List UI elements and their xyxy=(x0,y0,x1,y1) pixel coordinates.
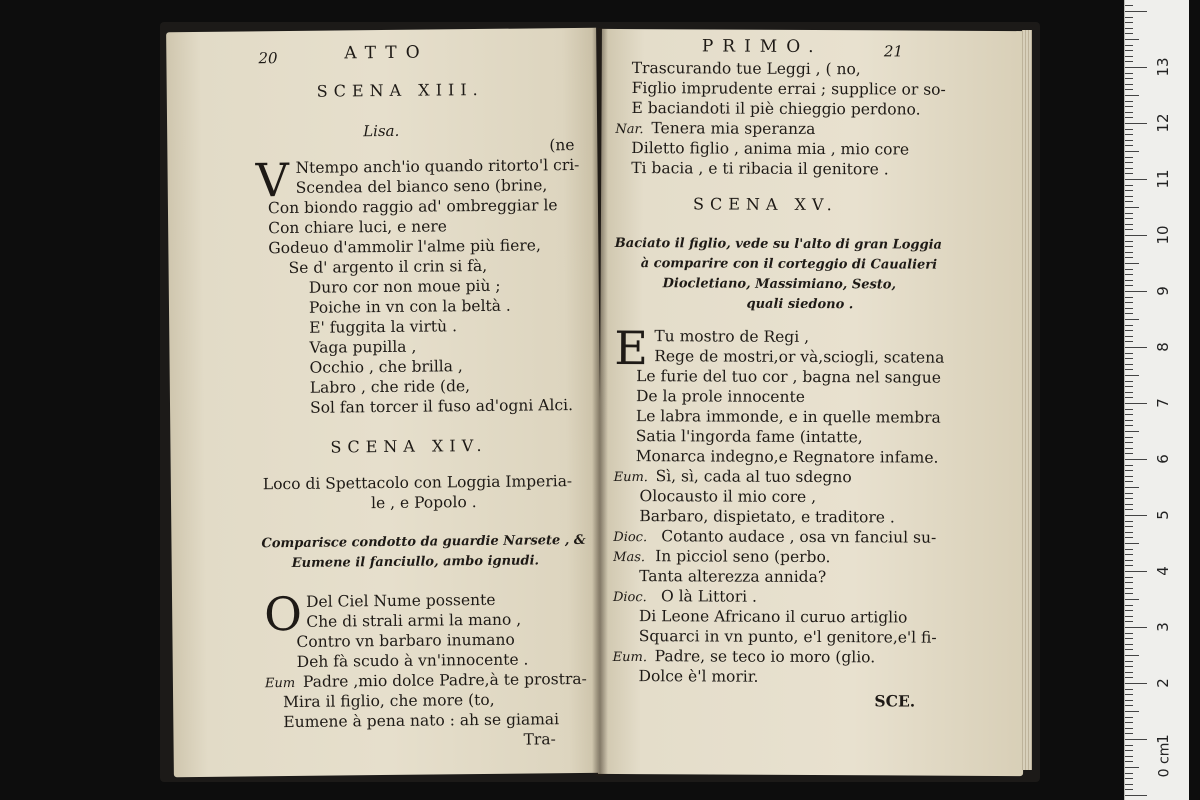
ruler-tick xyxy=(1125,537,1133,538)
text-line: Padre ,mio dolce Padre,à te prostra- xyxy=(302,669,587,691)
ruler-tick xyxy=(1125,459,1147,460)
dialogue-line: Sì, sì, cada al tuo sdegno xyxy=(655,467,852,487)
ruler-tick xyxy=(1125,397,1133,398)
ruler-tick xyxy=(1125,347,1147,348)
ruler-tick xyxy=(1125,588,1133,589)
ruler-tick xyxy=(1125,207,1139,208)
ruler-number: 6 xyxy=(1154,454,1172,464)
text-line: Vaga pupilla , xyxy=(309,337,417,357)
speaker-label: Dioc. xyxy=(613,529,648,546)
ruler-tick xyxy=(1125,442,1133,443)
ruler-tick xyxy=(1125,341,1133,342)
ruler-tick xyxy=(1125,157,1133,158)
ruler-tick xyxy=(1125,280,1133,281)
ruler-number: 1 xyxy=(1154,734,1172,744)
text-line: Sol fan torcer il fuso ad'ogni Alci. xyxy=(309,396,574,417)
ruler-tick xyxy=(1125,722,1133,723)
ruler-tick xyxy=(1125,773,1133,774)
ruler-tick xyxy=(1125,728,1133,729)
ruler-tick xyxy=(1125,470,1133,471)
text-line: Satia l'ingorda fame (intatte, xyxy=(635,427,863,447)
text-line: (ne xyxy=(549,136,575,155)
catchword-left: Tra- xyxy=(523,730,556,749)
ruler-tick xyxy=(1125,246,1133,247)
ruler-tick xyxy=(1125,173,1133,174)
text-line: Labro , che ride (de, xyxy=(309,377,471,397)
text-line: Tenera mia speranza xyxy=(651,119,816,139)
ruler-tick xyxy=(1125,285,1133,286)
ruler-tick xyxy=(1125,509,1133,510)
ruler-tick xyxy=(1125,11,1147,12)
ruler-tick xyxy=(1125,117,1133,118)
text-line: Le furie del tuo cor , bagna nel sangue xyxy=(636,367,941,387)
book-gutter xyxy=(592,28,608,776)
ruler-tick xyxy=(1125,386,1133,387)
ruler-tick xyxy=(1125,28,1133,29)
ruler-tick xyxy=(1125,78,1133,79)
ruler-tick xyxy=(1125,252,1133,253)
ruler-tick xyxy=(1125,666,1133,667)
ruler-tick xyxy=(1125,784,1133,785)
ruler-tick xyxy=(1125,700,1133,701)
ruler-tick xyxy=(1125,560,1133,561)
ruler-tick xyxy=(1125,453,1133,454)
text-line: Eumene à pena nato : ah se giamai xyxy=(283,710,560,732)
text-line: Monarca indegno,e Regnatore infame. xyxy=(635,447,939,467)
ruler-tick xyxy=(1125,655,1139,656)
ruler-tick xyxy=(1125,493,1133,494)
ruler-tick xyxy=(1125,409,1133,410)
ruler-tick xyxy=(1125,213,1133,214)
ruler-tick xyxy=(1125,392,1133,393)
ruler-tick xyxy=(1125,84,1133,85)
ruler-tick xyxy=(1125,17,1133,18)
stage-direction-italic: Comparisce condotto da guardie Narsete , & xyxy=(261,532,586,552)
scene-13-title: SCENA XIII. xyxy=(316,79,484,101)
ruler-tick xyxy=(1125,610,1133,611)
ruler-tick xyxy=(1125,661,1133,662)
text-line: Se d' argento il crin si fà, xyxy=(288,256,488,278)
ruler-tick xyxy=(1125,263,1139,264)
ruler-tick xyxy=(1125,515,1147,516)
ruler-tick xyxy=(1125,336,1133,337)
stage-direction-italic: Eumene il fanciullo, ambo ignudi. xyxy=(291,553,540,571)
ruler-tick xyxy=(1125,297,1133,298)
text-line: Figlio imprudente errai ; supplice or so- xyxy=(631,79,946,99)
stage-direction-italic: Baciato il figlio, vede su l'alto di gran Loggia xyxy=(614,235,943,253)
ruler-tick xyxy=(1125,168,1133,169)
ruler-tick xyxy=(1125,112,1133,113)
speaker-label: Eum. xyxy=(613,469,648,486)
text-line: Poiche in vn con la beltà . xyxy=(308,296,511,317)
ruler-tick xyxy=(1125,689,1133,690)
ruler-tick xyxy=(1125,437,1133,438)
speaker-nar: Nar. xyxy=(615,121,644,138)
ruler-tick xyxy=(1125,633,1133,634)
text-line: Mira il figlio, che more (to, xyxy=(283,690,495,712)
ruler-tick xyxy=(1125,717,1133,718)
ruler-tick xyxy=(1125,414,1133,415)
text-line: Ntempo anch'io quando ritorto'l cri- xyxy=(295,155,580,177)
text-line: Del Ciel Nume possente xyxy=(305,590,496,611)
ruler-tick xyxy=(1125,45,1133,46)
text-line: Duro cor non moue più ; xyxy=(308,276,501,297)
ruler-tick xyxy=(1125,308,1133,309)
ruler-tick xyxy=(1125,745,1133,746)
ruler-tick xyxy=(1125,5,1133,6)
ruler-tick xyxy=(1125,705,1133,706)
ruler-tick xyxy=(1125,571,1147,572)
ruler-tick xyxy=(1125,694,1133,695)
text-line: De la prole innocente xyxy=(635,387,805,406)
ruler-tick xyxy=(1125,778,1133,779)
ruler-tick xyxy=(1125,683,1147,684)
ruler-tick xyxy=(1125,325,1133,326)
ruler-tick xyxy=(1125,425,1133,426)
ruler-tick xyxy=(1125,67,1147,68)
ruler-tick xyxy=(1125,185,1133,186)
stage-direction: le , e Popolo . xyxy=(370,493,477,513)
ruler-tick xyxy=(1125,33,1133,34)
dialogue-line: Cotanto audace , osa vn fanciul su- xyxy=(661,527,937,547)
ruler-tick xyxy=(1125,61,1133,62)
dialogue-line: Di Leone Africano il curuo artiglio xyxy=(638,607,908,627)
ruler-tick xyxy=(1125,375,1139,376)
ruler-number: 12 xyxy=(1154,113,1172,133)
text-line: Deh fà scudo à vn'innocente . xyxy=(296,650,529,671)
scene-14-title: SCENA XIV. xyxy=(330,435,488,457)
ruler-tick xyxy=(1125,106,1133,107)
ruler-tick xyxy=(1125,364,1133,365)
ruler-tick xyxy=(1125,521,1133,522)
stage-direction-italic: quali siedono . xyxy=(746,296,854,313)
dialogue-line: Dolce è'l morir. xyxy=(638,667,759,686)
text-line: Che di strali armi la mano , xyxy=(306,610,522,631)
ruler-tick xyxy=(1125,319,1139,320)
ruler-tick xyxy=(1125,711,1139,712)
ruler-number: 8 xyxy=(1154,342,1172,352)
ruler-tick xyxy=(1125,761,1133,762)
drop-capital: O xyxy=(263,586,303,642)
ruler-tick xyxy=(1125,638,1133,639)
text-line: Scendea del bianco seno (brine, xyxy=(295,176,548,197)
speaker-label: Dioc. xyxy=(612,589,647,606)
ruler-number: 7 xyxy=(1154,398,1172,408)
ruler-tick xyxy=(1125,487,1139,488)
text-line: E baciandoti il piè chieggio perdono. xyxy=(631,99,921,119)
page-number-left: 20 xyxy=(258,49,278,68)
speaker-label: Eum. xyxy=(612,649,648,666)
ruler-tick xyxy=(1125,56,1133,57)
ruler-tick xyxy=(1125,616,1133,617)
ruler-tick xyxy=(1125,50,1133,51)
left-page xyxy=(166,28,604,777)
ruler-tick xyxy=(1125,582,1133,583)
ruler-tick xyxy=(1125,593,1133,594)
stage-direction-italic: à comparire con il corteggio di Caualieri xyxy=(640,256,938,273)
ruler-tick xyxy=(1125,420,1133,421)
ruler-tick xyxy=(1125,241,1133,242)
text-line: Ti bacia , e ti ribacia il genitore . xyxy=(631,159,889,179)
catchword-right: SCE. xyxy=(874,691,916,711)
ruler-tick xyxy=(1125,302,1133,303)
ruler-tick xyxy=(1125,218,1133,219)
ruler-tick xyxy=(1125,369,1133,370)
ruler-tick xyxy=(1125,330,1133,331)
ruler-tick xyxy=(1125,644,1133,645)
ruler-tick xyxy=(1125,89,1133,90)
ruler-tick xyxy=(1125,39,1139,40)
ruler-tick xyxy=(1125,73,1133,74)
ruler-tick xyxy=(1125,756,1133,757)
ruler-tick xyxy=(1125,162,1133,163)
ruler-tick xyxy=(1125,353,1133,354)
ruler-tick xyxy=(1125,22,1133,23)
ruler-tick xyxy=(1125,291,1147,292)
ruler-number: 5 xyxy=(1154,510,1172,520)
dialogue-line: Barbaro, dispietato, e traditore . xyxy=(639,507,895,527)
page-number-right: 21 xyxy=(883,42,903,61)
ruler-number: 9 xyxy=(1154,286,1172,296)
text-line: Con biondo raggio ad' ombreggiar le xyxy=(267,196,558,218)
text-line: Rege de mostri,or và,sciogli, scatena xyxy=(654,347,945,367)
ruler-number: 10 xyxy=(1154,225,1172,245)
ruler-tick xyxy=(1125,481,1133,482)
right-page xyxy=(598,29,1027,776)
ruler-tick xyxy=(1125,229,1133,230)
text-line: Contro vn barbaro inumano xyxy=(296,630,515,651)
text-line: Tu mostro de Regi , xyxy=(654,327,810,346)
ruler-number: 2 xyxy=(1154,678,1172,688)
speaker-lisa: Lisa. xyxy=(363,121,400,141)
text-line: Occhio , che brilla , xyxy=(309,357,463,377)
ruler-tick xyxy=(1125,196,1133,197)
ruler-tick xyxy=(1125,672,1133,673)
dialogue-line: Padre, se teco io moro (glio. xyxy=(654,647,876,667)
text-line: Le labra immonde, e in quelle membra xyxy=(635,407,941,427)
scene-15-title: SCENA XV. xyxy=(692,194,838,215)
ruler-tick xyxy=(1125,750,1133,751)
ruler-tick xyxy=(1125,677,1133,678)
ruler-tick xyxy=(1125,504,1133,505)
speaker-eum: Eum xyxy=(264,675,296,692)
ruler-tick xyxy=(1125,549,1133,550)
ruler-tick xyxy=(1125,145,1133,146)
ruler-tick xyxy=(1125,476,1133,477)
ruler-tick xyxy=(1125,526,1133,527)
text-line: Diletto figlio , anima mia , mio core xyxy=(631,139,910,159)
stage-direction: Loco di Spettacolo con Loggia Imperia- xyxy=(262,472,573,494)
ruler-tick xyxy=(1125,599,1139,600)
ruler-unit: 0 cm xyxy=(1156,742,1173,778)
ruler-number: 13 xyxy=(1154,57,1172,77)
dialogue-line: In picciol seno (perbo. xyxy=(655,547,831,567)
speaker-label: Mas. xyxy=(613,549,646,566)
ruler-tick xyxy=(1125,358,1133,359)
drop-capital: E xyxy=(614,320,649,376)
text-line: E' fuggita la virtù . xyxy=(309,317,458,337)
ruler-tick xyxy=(1125,257,1133,258)
drop-capital: V xyxy=(255,152,290,208)
text-line: Trascurando tue Leggi , ( no, xyxy=(631,59,861,79)
ruler-tick xyxy=(1125,795,1147,796)
ruler-tick xyxy=(1125,431,1139,432)
ruler-tick xyxy=(1125,224,1133,225)
ruler-tick xyxy=(1125,95,1139,96)
ruler-tick xyxy=(1125,649,1133,650)
ruler-tick xyxy=(1125,274,1133,275)
ruler-tick xyxy=(1125,403,1147,404)
ruler-tick xyxy=(1125,134,1133,135)
ruler-number: 11 xyxy=(1154,169,1172,189)
ruler-tick xyxy=(1125,627,1147,628)
ruler-tick xyxy=(1125,789,1133,790)
measuring-ruler xyxy=(1124,0,1189,800)
ruler-tick xyxy=(1125,498,1133,499)
dialogue-line: Olocausto il mio core , xyxy=(639,487,817,507)
ruler-tick xyxy=(1125,739,1147,740)
ruler-tick xyxy=(1125,179,1147,180)
stage-direction-italic: Diocletiano, Massimiano, Sesto, xyxy=(662,276,897,293)
ruler-tick xyxy=(1125,101,1133,102)
ruler-tick xyxy=(1125,201,1133,202)
ruler-tick xyxy=(1125,140,1133,141)
ruler-tick xyxy=(1125,733,1133,734)
ruler-tick xyxy=(1125,269,1133,270)
ruler-tick xyxy=(1125,129,1133,130)
ruler-tick xyxy=(1125,621,1133,622)
text-line: Con chiare luci, e nere xyxy=(268,217,448,238)
running-head-right: PRIMO. xyxy=(701,36,823,58)
ruler-tick xyxy=(1125,532,1133,533)
dialogue-line: Tanta alterezza annida? xyxy=(639,567,827,587)
ruler-tick xyxy=(1125,543,1139,544)
ruler-tick xyxy=(1125,577,1133,578)
ruler-tick xyxy=(1125,448,1133,449)
running-head-left: ATTO xyxy=(344,42,429,64)
ruler-tick xyxy=(1125,381,1133,382)
dialogue-line: O là Littori . xyxy=(660,587,758,606)
ruler-tick xyxy=(1125,767,1139,768)
ruler-tick xyxy=(1125,190,1133,191)
ruler-number: 4 xyxy=(1154,566,1172,576)
ruler-tick xyxy=(1125,565,1133,566)
ruler-tick xyxy=(1125,313,1133,314)
page-edges xyxy=(1022,30,1032,770)
ruler-number: 3 xyxy=(1154,622,1172,632)
dialogue-line: Squarci in vn punto, e'l genitore,e'l fi- xyxy=(638,627,937,647)
text-line: Godeuo d'ammolir l'alme più fiere, xyxy=(268,236,541,258)
ruler-tick xyxy=(1125,123,1147,124)
ruler-tick xyxy=(1125,554,1133,555)
ruler-tick xyxy=(1125,235,1147,236)
ruler-tick xyxy=(1125,151,1139,152)
ruler-tick xyxy=(1125,605,1133,606)
ruler-tick xyxy=(1125,465,1133,466)
